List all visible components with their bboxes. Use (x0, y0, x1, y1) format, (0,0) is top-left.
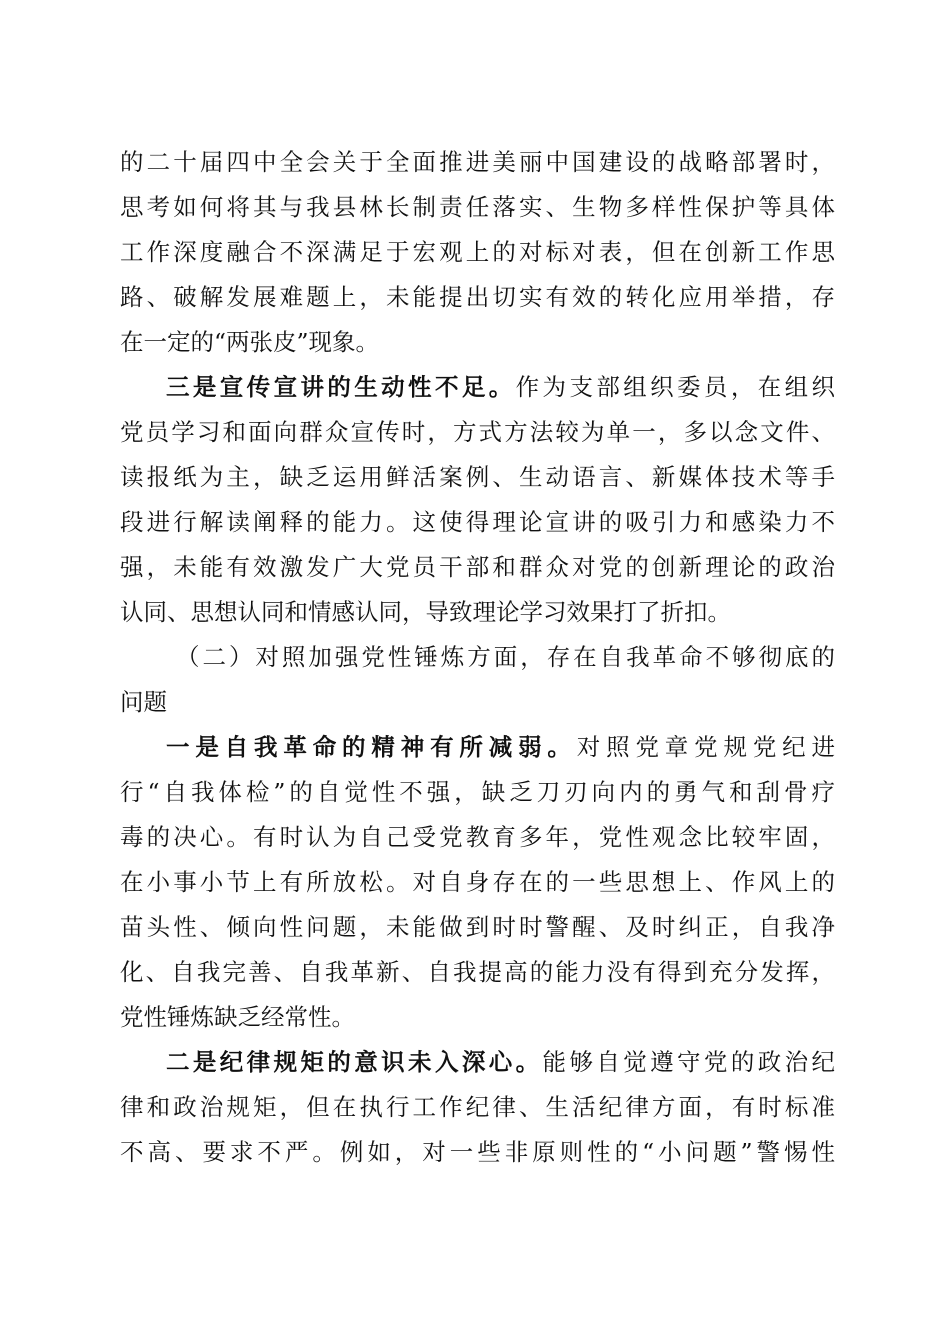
text-line: 律和政治规矩，但在执行工作纪律、生活纪律方面，有时标准 (120, 1093, 835, 1121)
text-line: 工作深度融合不深满足于宏观上的对标对表，但在创新工作思 (120, 238, 835, 266)
text-line: 毒的决心。有时认为自己受党教育多年，党性观念比较牢固， (120, 823, 835, 851)
text-line: 强，未能有效激发广大党员干部和群众对党的创新理论的政治 (120, 553, 835, 581)
text-line: 苗头性、倾向性问题，未能做到时时警醒、及时纠正，自我净 (120, 913, 835, 941)
paragraph-line-with-lead (166, 732, 835, 762)
paragraph-line-with-lead (166, 372, 835, 402)
text-line: 行“自我体检”的自觉性不强，缺乏刀刃向内的勇气和刮骨疗 (120, 778, 835, 806)
paragraph-lead: 一是自我革命的精神有所减弱。 (166, 733, 577, 761)
text-line: 认同、思想认同和情感认同，导致理论学习效果打了折扣。 (120, 598, 731, 626)
text-line: 不高、要求不严。例如，对一些非原则性的“小问题”警惕性 (120, 1138, 835, 1166)
text-line: 党员学习和面向群众宣传时，方式方法较为单一，多以念文件、 (120, 418, 835, 446)
paragraph-text: 作为支部组织委员，在组织 (515, 373, 836, 401)
text-line: 读报纸为主，缺乏运用鲜活案例、生动语言、新媒体技术等手 (120, 463, 835, 491)
text-line: 路、破解发展难题上，未能提出切实有效的转化应用举措，存 (120, 283, 835, 311)
section-heading: （二）对照加强党性锤炼方面，存在自我革命不够彻底的 (176, 643, 835, 671)
paragraph-text: 对照党章党规党纪进 (576, 733, 836, 761)
paragraph-line-with-lead (166, 1047, 835, 1077)
paragraph-lead: 二是纪律规矩的意识未入深心。 (166, 1048, 543, 1076)
paragraph-text: 能够自觉遵守党的政治纪 (542, 1048, 836, 1076)
text-line: 党性锤炼缺乏经常性。 (120, 1003, 355, 1031)
text-line: 段进行解读阐释的能力。这使得理论宣讲的吸引力和感染力不 (120, 508, 835, 536)
paragraph-lead: 三是宣传宣讲的生动性不足。 (166, 373, 516, 401)
text-line: 的二十届四中全会关于全面推进美丽中国建设的战略部署时， (120, 148, 835, 176)
text-line: 在小事小节上有所放松。对自身存在的一些思想上、作风上的 (120, 868, 835, 896)
text-line: 化、自我完善、自我革新、自我提高的能力没有得到充分发挥， (120, 958, 835, 986)
text-line: 在一定的“两张皮”现象。 (120, 328, 380, 356)
text-line: 思考如何将其与我县林长制责任落实、生物多样性保护等具体 (120, 193, 835, 221)
section-heading-continued: 问题 (120, 688, 167, 716)
